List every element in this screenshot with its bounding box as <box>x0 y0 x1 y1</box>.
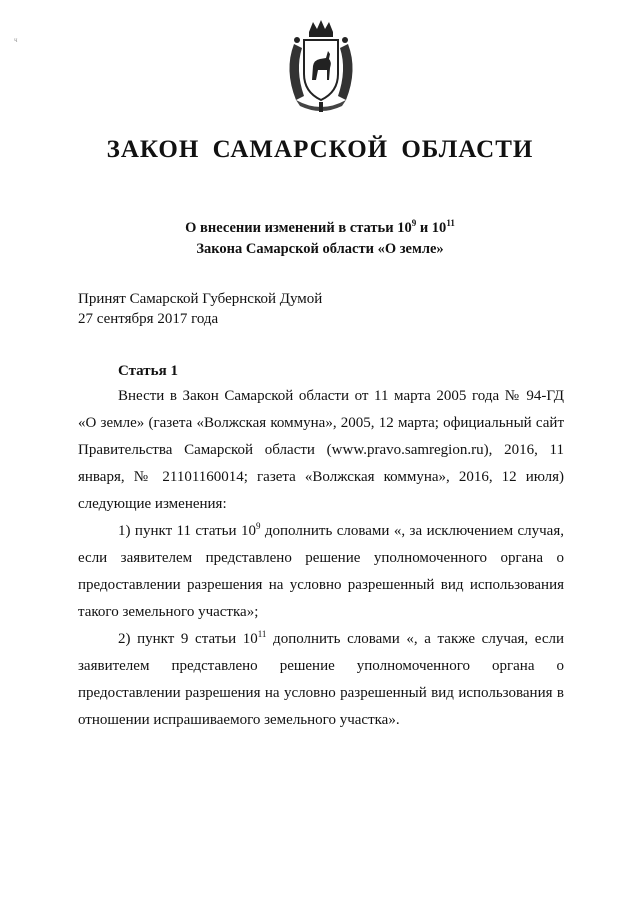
subtitle-text-mid: и 10 <box>416 220 447 236</box>
coat-of-arms-icon <box>282 18 360 114</box>
adopted-date: 27 сентября 2017 года <box>78 311 219 327</box>
item-1-text: дополнить словами «, за исключением случая, если заявителем представлено решение уполномоченного органа о предоставлении разрешения на условно разрешенный вид использования такого земельного участка»; <box>78 523 564 620</box>
subtitle-line-1 <box>0 218 640 239</box>
amendment-item-1 <box>78 518 564 626</box>
adopted-by: Принят Самарской Губернской Думой <box>78 291 323 307</box>
subtitle-line-2: Закона Самарской области «О земле» <box>196 241 444 257</box>
item-1-superscript: 9 <box>255 521 261 531</box>
amendment-item-2 <box>78 626 564 734</box>
paragraph-main: Внести в Закон Самарской области от 11 марта 2005 года № 94-ГД «О земле» (газета «Волжская коммуна», 2005, 12 марта; официальный сайт Правительства Самарской области (www.pravo.samregion.ru), 2016, 11 января, № 21101160014; газета «Волжская коммуна», 2016, 12 июля) следующие изменения: <box>78 388 564 512</box>
item-1-lead: 1) пункт 11 статьи 10 <box>118 523 256 539</box>
article-heading: Статья 1 <box>118 363 178 379</box>
subtitle-superscript-11: 11 <box>446 218 455 228</box>
subtitle-text: О внесении изменений в статьи 10 <box>185 220 412 236</box>
item-2-text: дополнить словами «, а также случая, если заявителем представлено решение уполномоченного органа о предоставлении разрешения на условно разрешенный вид использования в отношении испрашиваемого земельного участка». <box>78 631 564 728</box>
item-2-lead: 2) пункт 9 статьи 10 <box>118 631 258 647</box>
law-title: ЗАКОН САМАРСКОЙ ОБЛАСТИ <box>106 136 534 163</box>
adoption-info <box>78 289 322 329</box>
law-subtitle <box>0 218 640 260</box>
article-body <box>78 383 564 734</box>
margin-mark: ч <box>14 36 18 44</box>
subtitle-superscript-9: 9 <box>411 218 417 228</box>
item-2-superscript: 11 <box>257 629 267 639</box>
